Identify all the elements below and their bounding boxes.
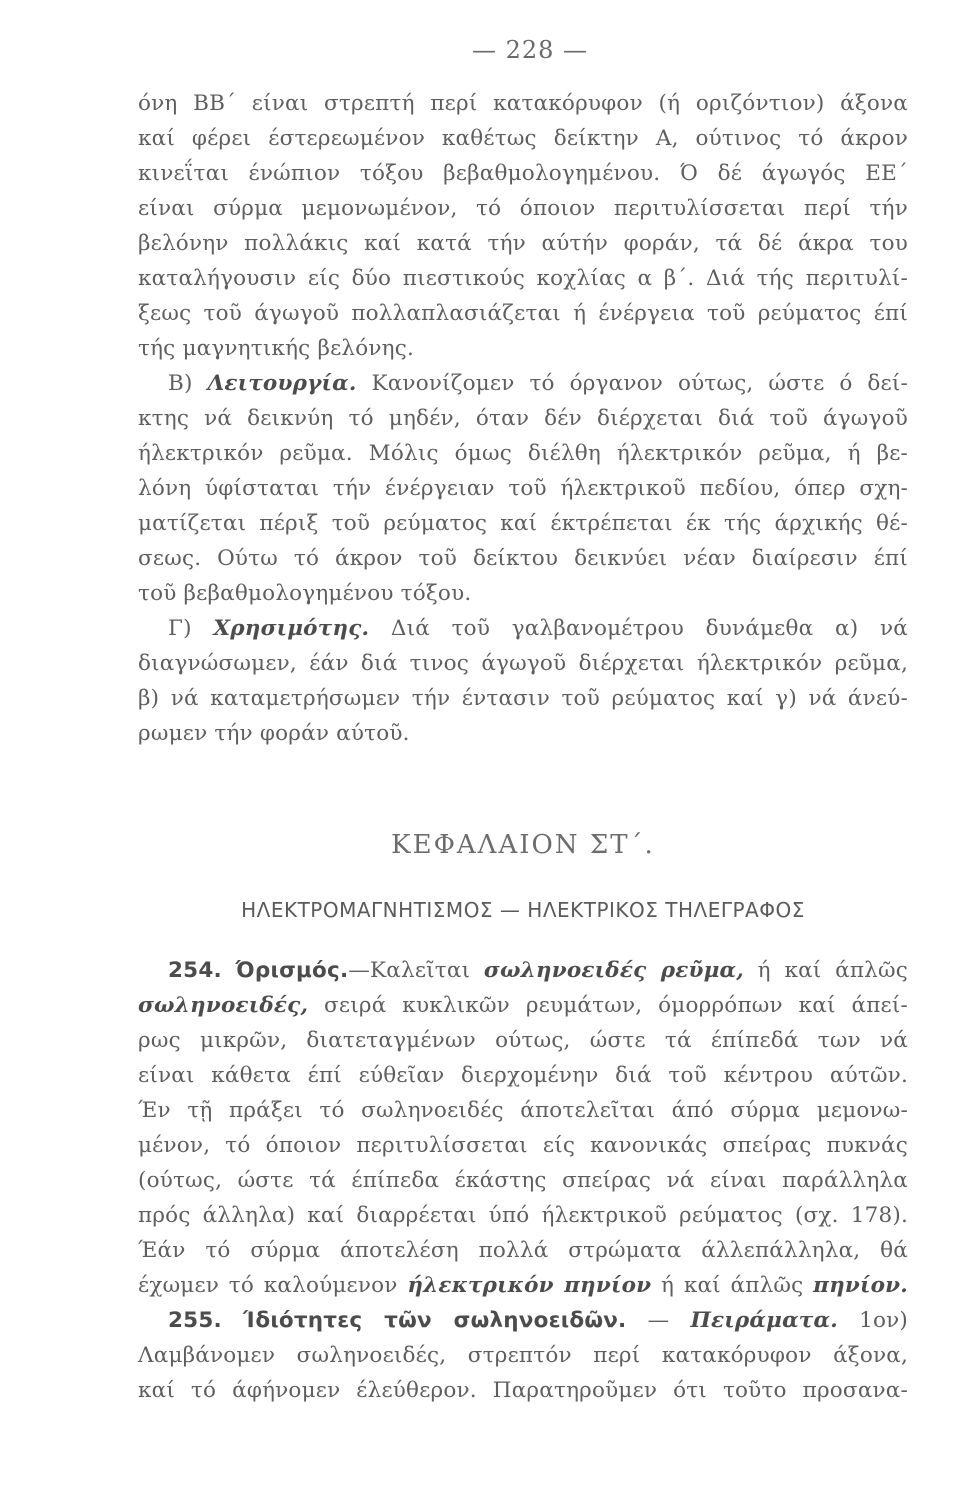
para-255-text: 1ον): [859, 1308, 908, 1333]
para-254-text: έχωμεν τό καλούμενον: [138, 1273, 398, 1298]
para-254-number: 254.: [168, 958, 222, 983]
text-line: β) νά καταμετρήσωμεν τήν έντασιν τοῦ ρεύματος καί γ) νά άνεύ-: [138, 686, 908, 711]
text-line: τοῦ βεβαθμολογημένου τόξου.: [138, 581, 472, 606]
text-line: είναι σύρμα μεμονωμένον, τό όποιον περιτυλίσσεται περί τήν: [138, 196, 908, 221]
text-line: κινεΐται ένώπιον τόξου βεβαθμολογημένου. Ό δέ άγωγός ΕΕ΄: [138, 161, 908, 186]
text-line: (ούτως, ώστε τά έπίπεδα έκάστης σπείρας νά είναι παράλληλα: [138, 1168, 908, 1193]
text-line: μένον, τό όποιον περιτυλίσσεται είς κανονικάς σπείρας πυκνάς: [138, 1133, 908, 1158]
para-254-text: ή καί άπλῶς: [661, 1273, 804, 1298]
para-254-first-line: [138, 953, 908, 988]
body-text-bottom: [138, 953, 908, 1408]
para-254-text: σειρά κυκλικῶν ρευμάτων, όμορρόπων καί άπεί-: [324, 993, 908, 1018]
para-254-text: ή καί άπλῶς: [757, 958, 908, 983]
text-line: ματίζεται πέριξ τοῦ ρεύματος καί έκτρέπεται έκ τής άρχικής θέ-: [138, 511, 908, 536]
body-text-top: [138, 86, 908, 751]
section-b-label: Β): [168, 371, 193, 396]
chapter-subtitle: ΗΛΕΚΤΡΟΜΑΓΝΗΤΙΣΜΟΣ — ΗΛΕΚΤΡΙΚΟΣ ΤΗΛΕΓΡΑΦΟΣ: [241, 898, 805, 922]
text-line: σεως. Ούτω τό άκρον τοῦ δείκτου δεικνύει νέαν διαίρεσιν έπί: [138, 546, 908, 571]
text-line: Λαμβάνομεν σωληνοειδές, στρεπτόν περί κατακόρυφον άξονα,: [138, 1343, 908, 1368]
text-line: όνη ΒΒ΄ είναι στρεπτή περί κατακόρυφον (ή οριζόντιον) άξονα: [138, 91, 908, 116]
text-line: διαγνώσωμεν, έάν διά τινος άγωγοῦ διέρχεται ήλεκτρικόν ρεῦμα,: [138, 651, 908, 676]
text-line: καταλήγουσιν είς δύο πιεστικούς κοχλίας α β΄. Διά τής περιτυλί-: [138, 266, 908, 291]
para-254-term: σωληνοειδές,: [138, 993, 309, 1018]
chapter-title: ΚΕΦΑΛΑΙΟΝ ΣΤ΄.: [391, 830, 655, 860]
section-c-heading: Χρησιμότης.: [213, 616, 370, 641]
text-line: καί τό άφήνομεν έλεύθερον. Παρατηροῦμεν ότι τοῦτο προσανα-: [138, 1378, 908, 1403]
text-line: καί φέρει έστερεωμένον καθέτως δείκτην Α, ούτινος τό άκρον: [138, 126, 908, 151]
para-255-subheading: Πειράματα.: [690, 1308, 838, 1333]
text-line: πρός άλληλα) καί διαρρέεται ύπό ήλεκτρικοῦ ρεύματος (σχ. 178).: [138, 1203, 908, 1228]
section-c-first-line: [138, 611, 908, 646]
para-255-dash: —: [647, 1308, 670, 1333]
para-254-last-line: [138, 1268, 908, 1303]
page-number: — 228 —: [471, 36, 589, 64]
para-254-term: σωληνοειδές ρεῦμα,: [483, 958, 744, 983]
para-254-intro: —Καλεῖται: [348, 958, 471, 983]
section-c-label: Γ): [168, 616, 192, 641]
section-b-text: Κανονίζομεν τό όργανον ούτως, ώστε ό δεί-: [371, 371, 908, 396]
text-line: ήλεκτρικόν ρεῦμα. Μόλις όμως διέλθη ήλεκτρικόν ρεῦμα, ή βε-: [138, 441, 908, 466]
section-b-heading: Λειτουργία.: [207, 371, 357, 396]
text-line: κτης νά δεικνύη τό μηδέν, όταν δέν διέρχεται διά τοῦ άγωγοῦ: [138, 406, 908, 431]
text-line: είναι κάθετα έπί εύθεῖαν διερχομένην διά τοῦ κέντρου αύτῶν.: [138, 1063, 908, 1088]
text-line: ρως μικρῶν, διατεταγμένων ούτως, ώστε τά έπίπεδά των νά: [138, 1028, 908, 1053]
text-line: Έάν τό σύρμα άποτελέση πολλά στρώματα άλλεπάλληλα, θά: [138, 1238, 908, 1263]
text-line: ρωμεν τήν φοράν αύτοῦ.: [138, 721, 410, 746]
para-255-number: 255.: [168, 1308, 222, 1333]
para-254-second-line: [138, 988, 908, 1023]
para-255-heading: Ίδιότητες τῶν σωληνοειδῶν.: [243, 1308, 627, 1333]
text-line: λόνη ύφίσταται τήν ένέργειαν τοῦ ήλεκτρικοῦ πεδίου, όπερ σχη-: [138, 476, 908, 501]
para-254-term: ήλεκτρικόν πηνίον: [407, 1273, 652, 1298]
para-254-term: πηνίον.: [813, 1273, 908, 1298]
para-255-first-line: [138, 1303, 908, 1338]
section-b-first-line: [138, 366, 908, 401]
text-line: τής μαγνητικής βελόνης.: [138, 336, 415, 361]
text-line: Έν τῇ πράξει τό σωληνοειδές άποτελεῖται άπό σύρμα μεμονω-: [138, 1098, 908, 1123]
text-line: βελόνην πολλάκις καί κατά τήν αύτήν φοράν, τά δέ άκρα του: [138, 231, 908, 256]
para-254-heading: Όρισμός.: [235, 958, 349, 983]
section-c-text: Διά τοῦ γαλβανομέτρου δυνάμεθα α) νά: [390, 616, 908, 641]
text-line: ξεως τοῦ άγωγοῦ πολλαπλασιάζεται ή ένέργεια τοῦ ρεύματος έπί: [138, 301, 908, 326]
